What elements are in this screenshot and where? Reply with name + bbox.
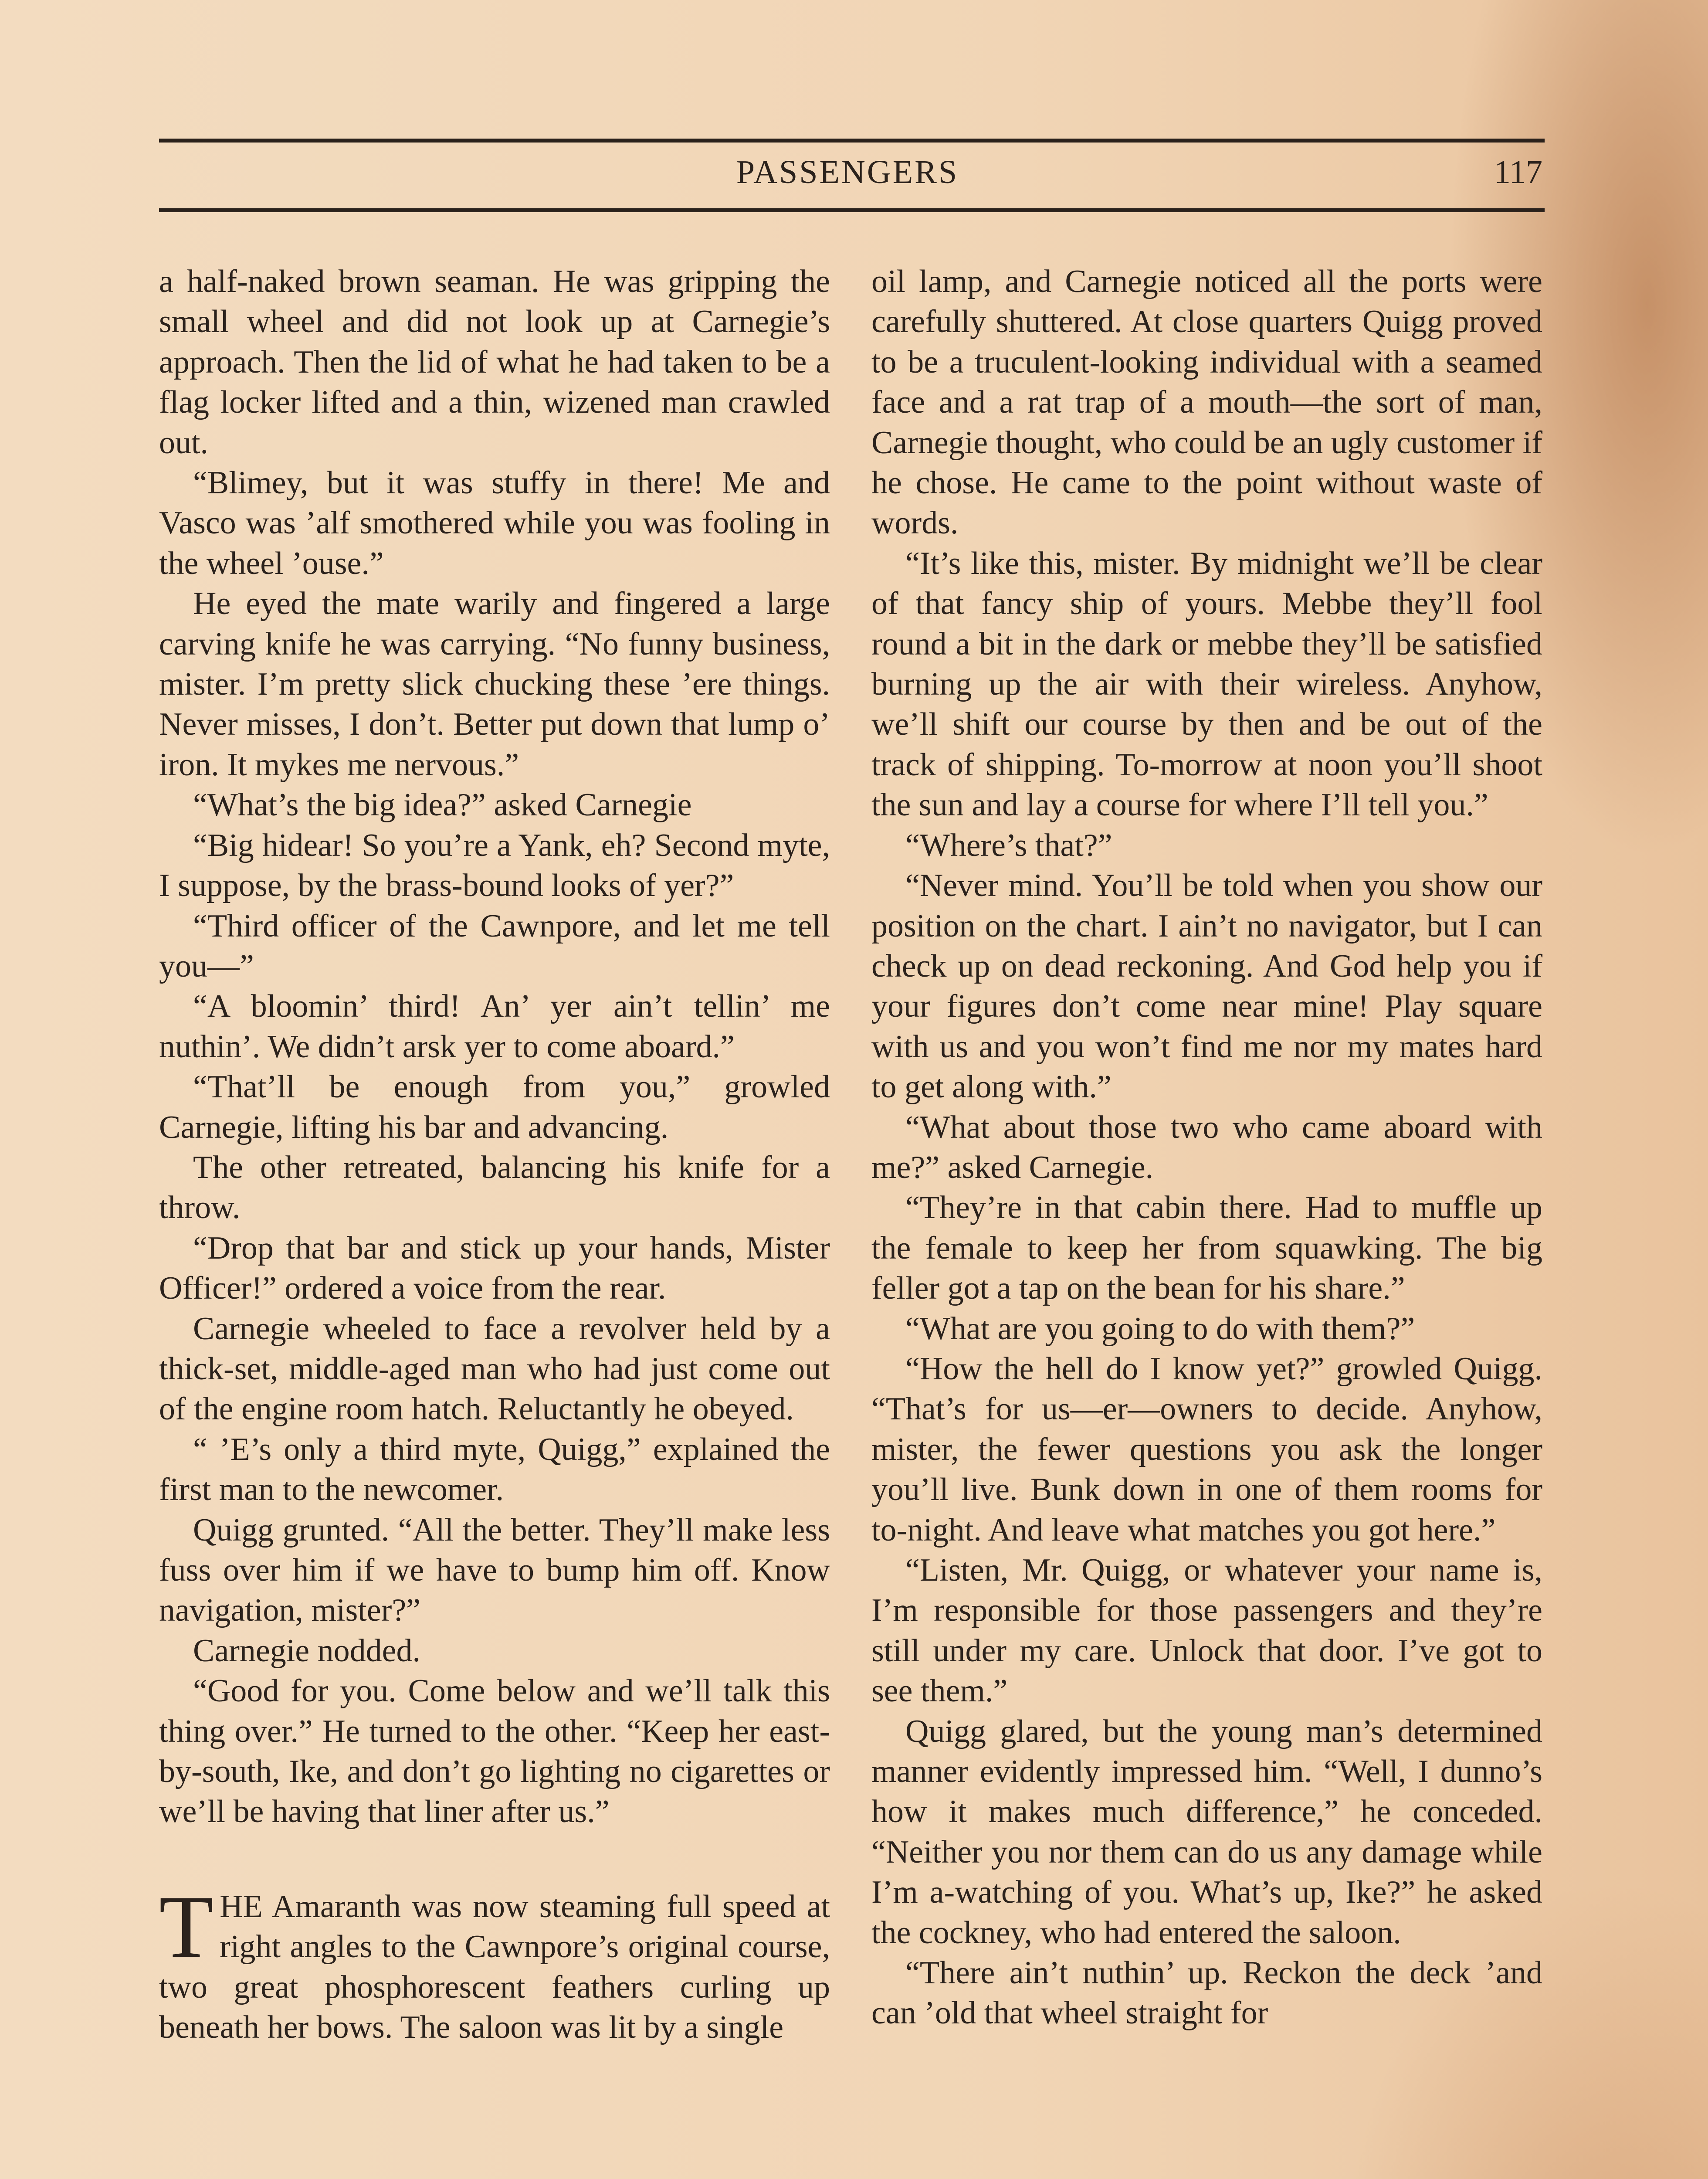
paragraph: Carnegie nodded.: [193, 1633, 420, 1669]
paragraph: a half-naked brown seaman. He was gripping the small wheel and did not look up at Carnegie’s approach. Then the lid of what he had taken to be a flag locker lifted and a thin, wizened man crawled out.: [159, 264, 830, 461]
section-text: HE Amaranth was now steaming full speed at right angles to the Cawnpore’s original course, two great phosphorescent feathers curling up beneath her bows. The saloon was lit by a single: [159, 1888, 830, 2046]
paragraph: “That’ll be enough from you,” growled Carnegie, lifting his bar and advancing.: [159, 1069, 830, 1145]
header-rule-top: [159, 139, 1545, 143]
left-column: [159, 261, 830, 2047]
paragraph: “Where’s that?”: [905, 827, 1112, 863]
paragraph: “What are you going to do with them?”: [905, 1310, 1415, 1347]
paragraph: “Big hidear! So you’re a Yank, eh? Second myte, I suppose, by the brass-bound looks of yer?”: [159, 827, 830, 904]
paragraph: The other retreated, balancing his knife for a throw.: [159, 1149, 830, 1226]
paragraph: Carnegie wheeled to face a revolver held by a thick-set, middle-aged man who had just come out of the engine room hatch. Reluctantly he obeyed.: [159, 1310, 830, 1427]
paragraph: “They’re in that cabin there. Had to muffle up the female to keep her from squawking. The big feller got a tap on the bean for his share.”: [871, 1190, 1542, 1307]
paragraph: Quigg glared, but the young man’s determined manner evidently impressed him. “Well, I dunno’s how it makes much difference,” he conceded. “Neither you nor them can do us any damage while I’m a-watching of you. What’s up, Ike?” he asked the cockney, who had entered the saloon.: [871, 1713, 1542, 1951]
paragraph: “What’s the big idea?” asked Carnegie: [193, 787, 692, 823]
paragraph: “ ’E’s only a third myte, Quigg,” explained the first man to the newcomer.: [159, 1431, 830, 1508]
paragraph: “It’s like this, mister. By midnight we’ll be clear of that fancy ship of yours. Mebbe they’ll fool round a bit in the dark or mebbe they’ll be satisfied burning up the air with their wireless. Anyhow, we’ll shift our course by then and be out of the track of shipping. To-morrow at noon you’ll shoot the sun and lay a course for where I’ll tell you.”: [871, 545, 1542, 823]
paragraph: “What about those two who came aboard with me?” asked Carnegie.: [871, 1109, 1542, 1185]
drop-cap: T: [159, 1877, 214, 1976]
paragraph: Quigg grunted. “All the better. They’ll make less fuss over him if we have to bump him off. Know navigation, mister?”: [159, 1512, 830, 1629]
right-column: [871, 261, 1542, 2033]
paragraph: “Good for you. Come below and we’ll talk this thing over.” He turned to the other. “Keep her east-by-south, Ike, and don’t go lighting no cigarettes or we’ll be having that liner after us.”: [159, 1673, 830, 1830]
paragraph: He eyed the mate warily and fingered a large carving knife he was carrying. “No funny business, mister. I’m pretty slick chucking these ’ere things. Never misses, I don’t. Better put down that lump o’ iron. It mykes me nervous.”: [159, 586, 830, 783]
running-head-title: PASSENGERS: [736, 154, 959, 190]
paragraph: “Never mind. You’ll be told when you show our position on the chart. I ain’t no navigator, but I can check up on dead reckoning. And God help you if your figures don’t come near mine! Play square with us and you won’t find me nor my mates hard to get along with.”: [871, 868, 1542, 1105]
paragraph: “A bloomin’ third! An’ yer ain’t tellin’ me nuthin’. We didn’t arsk yer to come aboard.”: [159, 988, 830, 1065]
paragraph: oil lamp, and Carnegie noticed all the ports were carefully shuttered. At close quarters Quigg proved to be a truculent-looking individual with a seamed face and a rat trap of a mouth—the sort of man, Carnegie thought, who could be an ugly customer if he chose. He came to the point without waste of words.: [871, 264, 1542, 541]
page-number: 117: [1494, 154, 1542, 190]
paragraph: “There ain’t nuthin’ up. Reckon the deck ’and can ’old that wheel straight for: [871, 1955, 1542, 2031]
paragraph: “Drop that bar and stick up your hands, Mister Officer!” ordered a voice from the rear.: [159, 1230, 830, 1307]
section-opening-paragraph: [159, 1877, 830, 2048]
header-rule-bottom: [159, 208, 1545, 212]
paragraph: “Third officer of the Cawnpore, and let me tell you—”: [159, 908, 830, 984]
paragraph: “How the hell do I know yet?” growled Quigg. “That’s for us—er—owners to decide. Anyhow, mister, the fewer questions you ask the longer you’ll live. Bunk down in one of them rooms for to-night. And leave what matches you got here.”: [871, 1351, 1542, 1548]
paragraph: “Listen, Mr. Quigg, or whatever your name is, I’m responsible for those passengers and they’re still under my care. Unlock that door. I’ve got to see them.”: [871, 1552, 1542, 1709]
paragraph: “Blimey, but it was stuffy in there! Me and Vasco was ’alf smothered while you was fooling in the wheel ’ouse.”: [159, 465, 830, 581]
